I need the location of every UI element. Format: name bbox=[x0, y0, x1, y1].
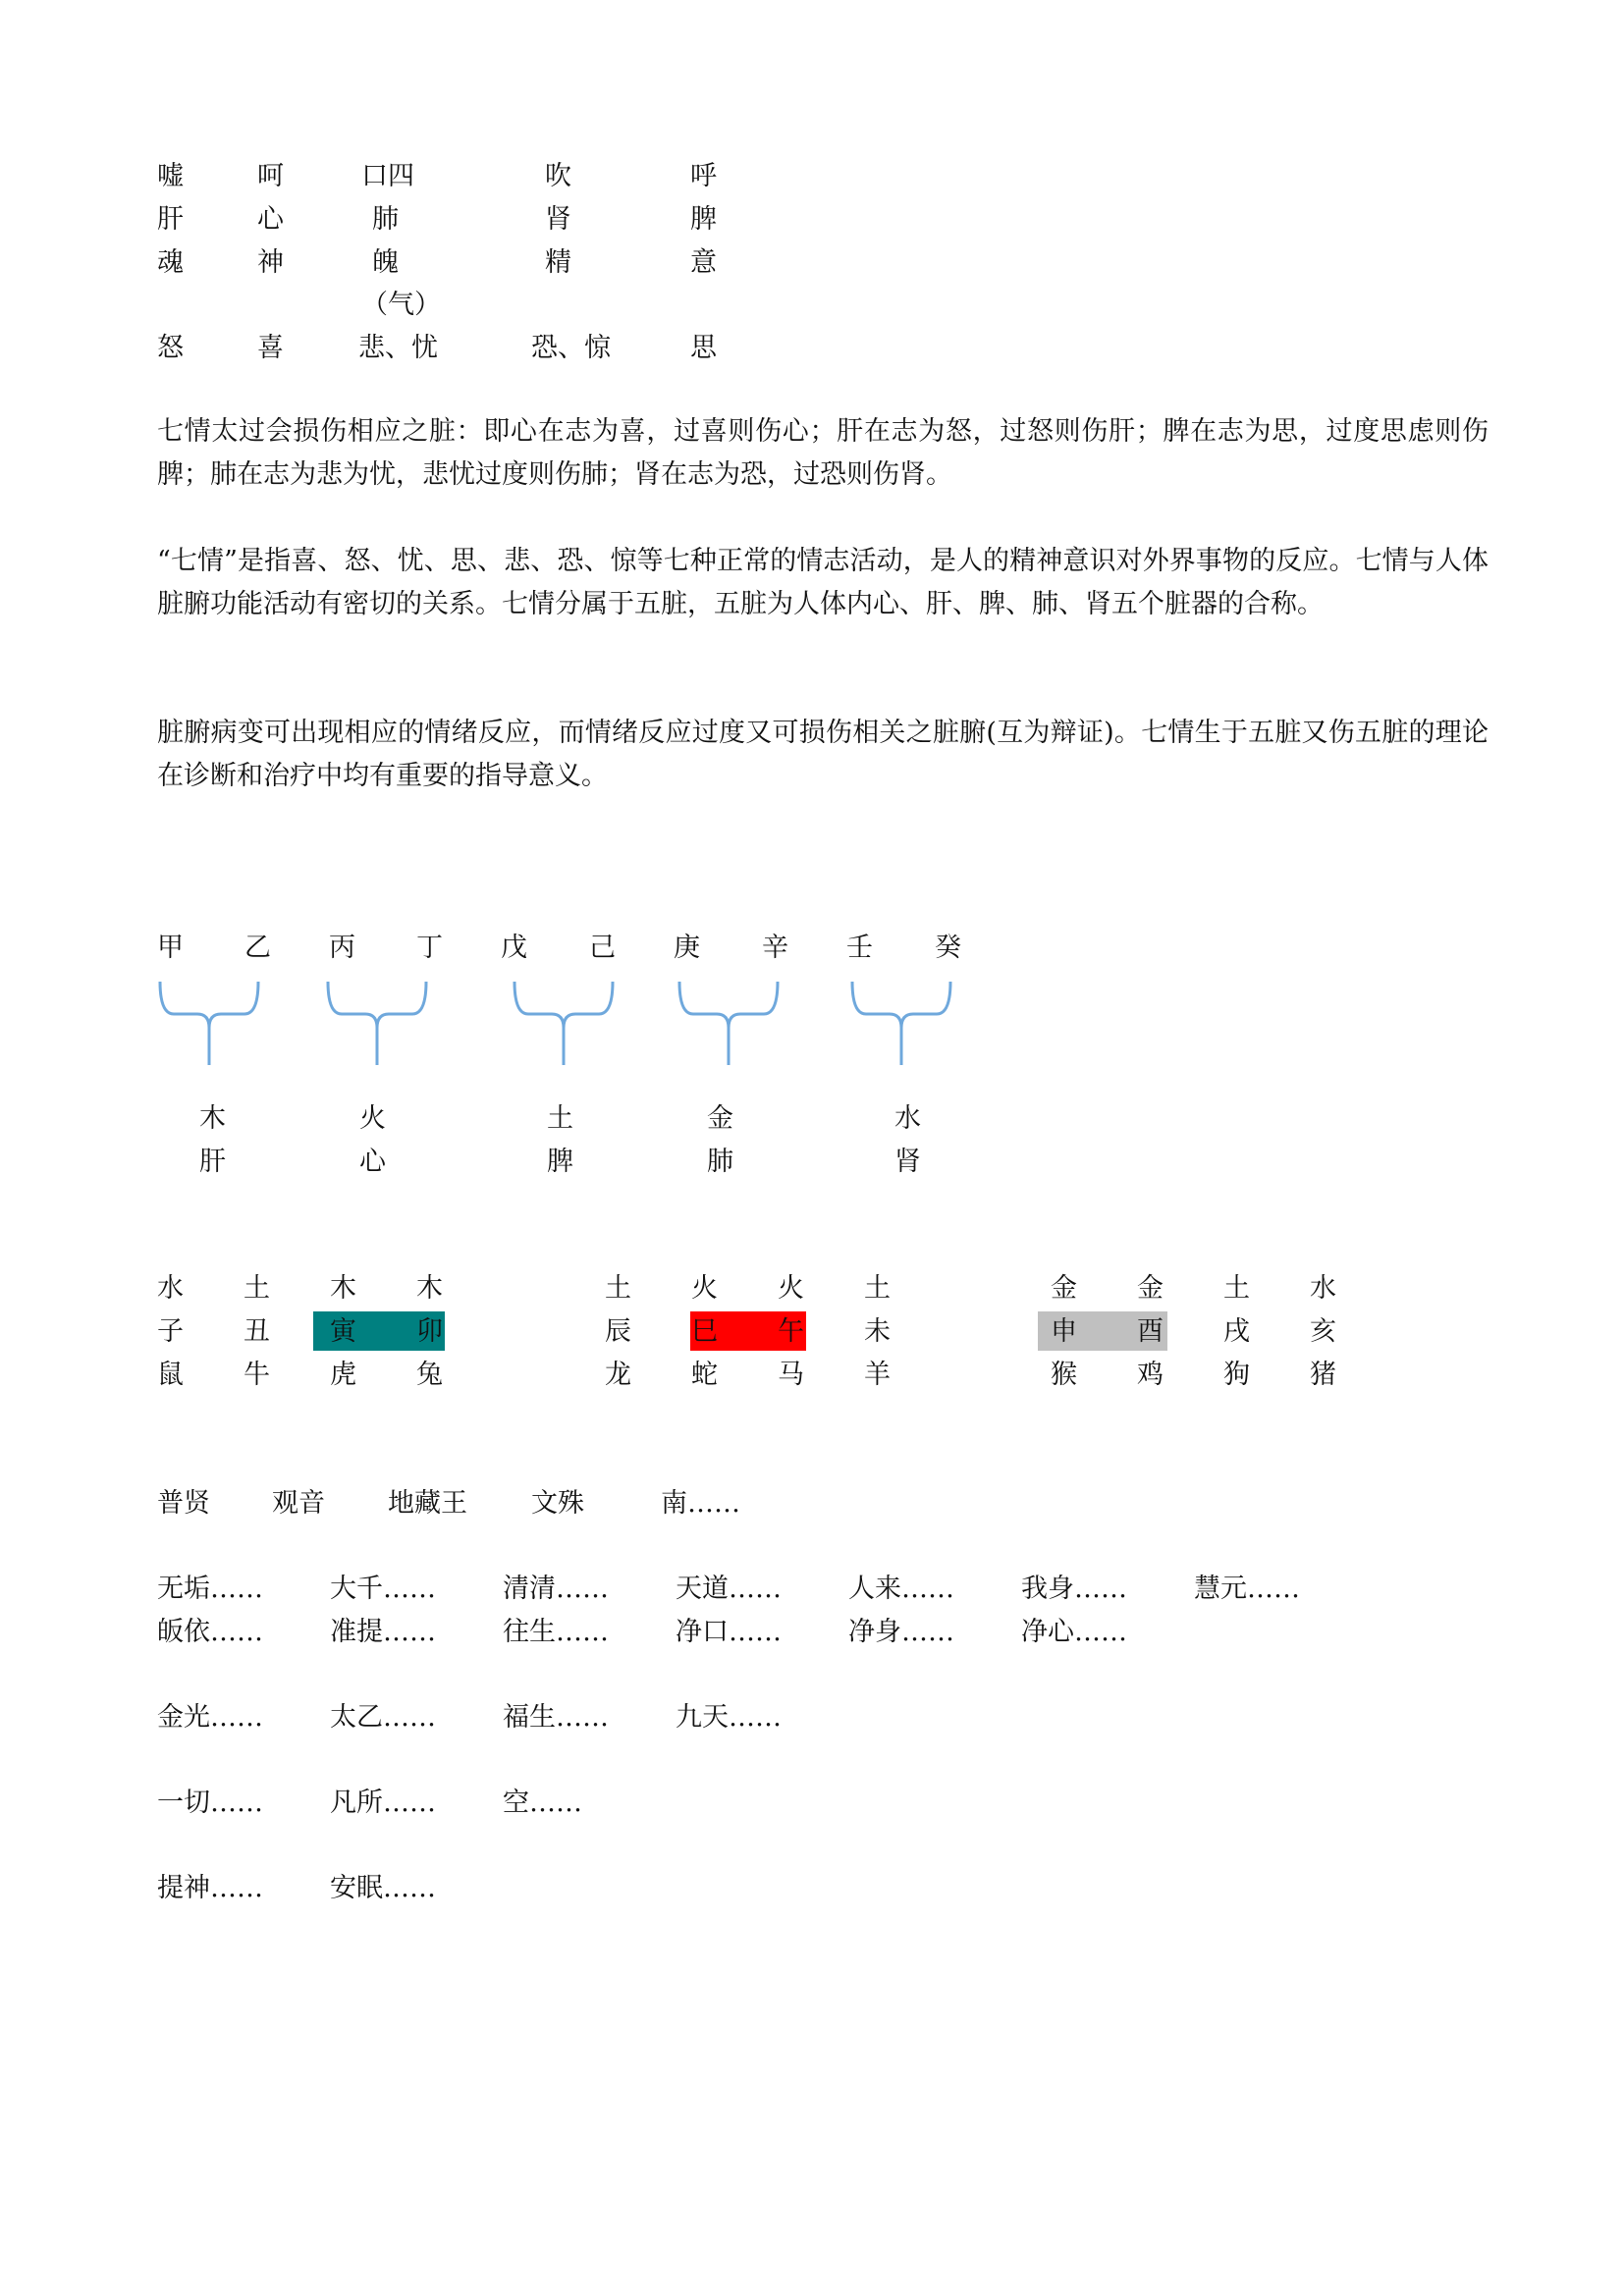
name-item: 文殊 bbox=[531, 1488, 584, 1519]
paragraph-emotions-damage: 七情太过会损伤相应之脏：即心在志为喜，过喜则伤心；肝在志为怒，过怒则伤肝；脾在志为思，过度思虑则伤脾；肺在志为悲为忧，悲忧过度则伤肺；肾在志为恐，过恐则伤肾。 bbox=[157, 416, 1489, 490]
stem-label: 癸 bbox=[935, 933, 961, 963]
organ-cell: 肝 bbox=[157, 204, 184, 235]
organ-cell: 脾 bbox=[690, 204, 717, 235]
branch-animal: 鼠 bbox=[157, 1360, 184, 1390]
stem-label: 甲 bbox=[157, 933, 184, 963]
branch-animal: 鸡 bbox=[1137, 1360, 1164, 1390]
stem-label: 戊 bbox=[501, 933, 527, 963]
sound-cell: 呼 bbox=[690, 161, 717, 191]
branch-element: 金 bbox=[1051, 1273, 1077, 1304]
branch-animal: 牛 bbox=[244, 1360, 270, 1390]
branch-name: 亥 bbox=[1310, 1316, 1336, 1347]
mantra-item: 净口…… bbox=[676, 1617, 782, 1647]
mantra-item: 金光…… bbox=[157, 1702, 263, 1733]
spirit-cell: 魄 bbox=[372, 247, 399, 278]
name-item: 南…… bbox=[661, 1488, 740, 1519]
branch-name: 未 bbox=[864, 1316, 891, 1347]
stem-bracket bbox=[328, 982, 426, 1065]
emotion-cell: 思 bbox=[690, 333, 717, 363]
emotion-cell: 悲、忧 bbox=[358, 333, 438, 363]
branch-element: 木 bbox=[416, 1273, 443, 1304]
stem-element: 水 bbox=[894, 1103, 921, 1134]
mantra-item: 人来…… bbox=[848, 1574, 954, 1604]
stem-bracket bbox=[160, 982, 258, 1065]
stem-element: 金 bbox=[707, 1103, 733, 1134]
stem-organ: 心 bbox=[359, 1147, 386, 1177]
stem-organ: 肺 bbox=[707, 1147, 733, 1177]
mantra-item: 清清…… bbox=[503, 1574, 609, 1604]
sound-cell: 呵 bbox=[257, 161, 284, 191]
branch-name: 子 bbox=[157, 1316, 184, 1347]
mantra-item: 我身…… bbox=[1021, 1574, 1127, 1604]
stem-organ: 脾 bbox=[547, 1147, 573, 1177]
stem-brackets bbox=[0, 0, 1624, 1080]
sound-cell: 口四 bbox=[361, 161, 414, 191]
branch-animal: 狗 bbox=[1223, 1360, 1250, 1390]
branch-element: 木 bbox=[330, 1273, 356, 1304]
spirit-cell: 意 bbox=[690, 247, 717, 278]
emotion-cell: 恐、惊 bbox=[531, 333, 611, 363]
stem-element: 木 bbox=[199, 1103, 226, 1134]
mantra-item: 净心…… bbox=[1021, 1617, 1127, 1647]
stem-label: 辛 bbox=[762, 933, 788, 963]
branch-element: 水 bbox=[1310, 1273, 1336, 1304]
mantra-item: 净身…… bbox=[848, 1617, 954, 1647]
branch-animal: 猴 bbox=[1051, 1360, 1077, 1390]
stem-organ: 肾 bbox=[894, 1147, 921, 1177]
branch-animal: 羊 bbox=[864, 1360, 891, 1390]
spirit-cell: 精 bbox=[545, 247, 571, 278]
branch-animal: 马 bbox=[778, 1360, 804, 1390]
mantra-item: 天道…… bbox=[676, 1574, 782, 1604]
stem-element: 土 bbox=[547, 1103, 573, 1134]
branch-name: 酉 bbox=[1137, 1316, 1164, 1347]
branch-name: 申 bbox=[1051, 1316, 1077, 1347]
mantra-item: 往生…… bbox=[503, 1617, 609, 1647]
paragraph-organ-disease: 脏腑病变可出现相应的情绪反应，而情绪反应过度又可损伤相关之脏腑(互为辩证)。七情生于五脏又伤五脏的理论在诊断和治疗中均有重要的指导意义。 bbox=[157, 718, 1489, 791]
paragraph-seven-emotions: “七情”是指喜、怒、忧、思、悲、恐、惊等七种正常的情志活动，是人的精神意识对外界事物的反应。七情与人体脏腑功能活动有密切的关系。七情分属于五脏，五脏为人体内心、肝、脾、肺、肾五个脏器的合称。 bbox=[157, 546, 1489, 619]
emotion-cell: 怒 bbox=[157, 333, 184, 363]
stem-element: 火 bbox=[359, 1103, 386, 1134]
mantra-item: 太乙…… bbox=[330, 1702, 436, 1733]
mantra-item: 安眠…… bbox=[330, 1873, 436, 1903]
sound-cell: 嘘 bbox=[157, 161, 184, 191]
branch-animal: 龙 bbox=[605, 1360, 631, 1390]
branch-element: 火 bbox=[691, 1273, 718, 1304]
organ-cell: 肺 bbox=[372, 204, 399, 235]
stem-bracket bbox=[679, 982, 778, 1065]
mantra-item: 无垢…… bbox=[157, 1574, 263, 1604]
mantra-item: 九天…… bbox=[676, 1702, 782, 1733]
branch-name: 辰 bbox=[605, 1316, 631, 1347]
branch-element: 火 bbox=[778, 1273, 804, 1304]
branch-element: 土 bbox=[1223, 1273, 1250, 1304]
emotion-cell: 喜 bbox=[257, 333, 284, 363]
branch-element: 水 bbox=[157, 1273, 184, 1304]
mantra-item: 一切…… bbox=[157, 1788, 263, 1818]
stem-label: 丁 bbox=[416, 933, 443, 963]
stem-label: 庚 bbox=[674, 933, 700, 963]
mantra-item: 凡所…… bbox=[330, 1788, 436, 1818]
branch-animal: 虎 bbox=[330, 1360, 356, 1390]
branch-name: 寅 bbox=[330, 1316, 356, 1347]
branch-animal: 兔 bbox=[416, 1360, 443, 1390]
stem-organ: 肝 bbox=[199, 1147, 226, 1177]
mantra-item: 慧元…… bbox=[1194, 1574, 1300, 1604]
stem-label: 乙 bbox=[244, 933, 271, 963]
name-item: 观音 bbox=[272, 1488, 325, 1519]
mantra-item: 大千…… bbox=[330, 1574, 436, 1604]
mantra-item: 准提…… bbox=[330, 1617, 436, 1647]
spirit-note: （气） bbox=[361, 290, 441, 320]
spirit-cell: 魂 bbox=[157, 247, 184, 278]
stem-label: 己 bbox=[589, 933, 616, 963]
organ-cell: 肾 bbox=[545, 204, 571, 235]
branch-element: 金 bbox=[1137, 1273, 1164, 1304]
mantra-item: 皈依…… bbox=[157, 1617, 263, 1647]
stem-label: 壬 bbox=[846, 933, 873, 963]
branch-animal: 猪 bbox=[1310, 1360, 1336, 1390]
branch-name: 戌 bbox=[1223, 1316, 1250, 1347]
branch-element: 土 bbox=[244, 1273, 270, 1304]
branch-name: 巳 bbox=[691, 1316, 718, 1347]
stem-bracket bbox=[514, 982, 613, 1065]
stem-label: 丙 bbox=[329, 933, 355, 963]
branch-name: 午 bbox=[778, 1316, 804, 1347]
branch-name: 卯 bbox=[416, 1316, 443, 1347]
branch-animal: 蛇 bbox=[691, 1360, 718, 1390]
branch-name: 丑 bbox=[244, 1316, 270, 1347]
mantra-item: 提神…… bbox=[157, 1873, 263, 1903]
spirit-cell: 神 bbox=[257, 247, 284, 278]
organ-cell: 心 bbox=[257, 204, 284, 235]
stem-bracket bbox=[852, 982, 950, 1065]
sound-cell: 吹 bbox=[545, 161, 571, 191]
mantra-item: 福生…… bbox=[503, 1702, 609, 1733]
mantra-item: 空…… bbox=[503, 1788, 582, 1818]
branch-element: 土 bbox=[864, 1273, 891, 1304]
name-item: 地藏王 bbox=[388, 1488, 467, 1519]
name-item: 普贤 bbox=[157, 1488, 210, 1519]
branch-element: 土 bbox=[605, 1273, 631, 1304]
